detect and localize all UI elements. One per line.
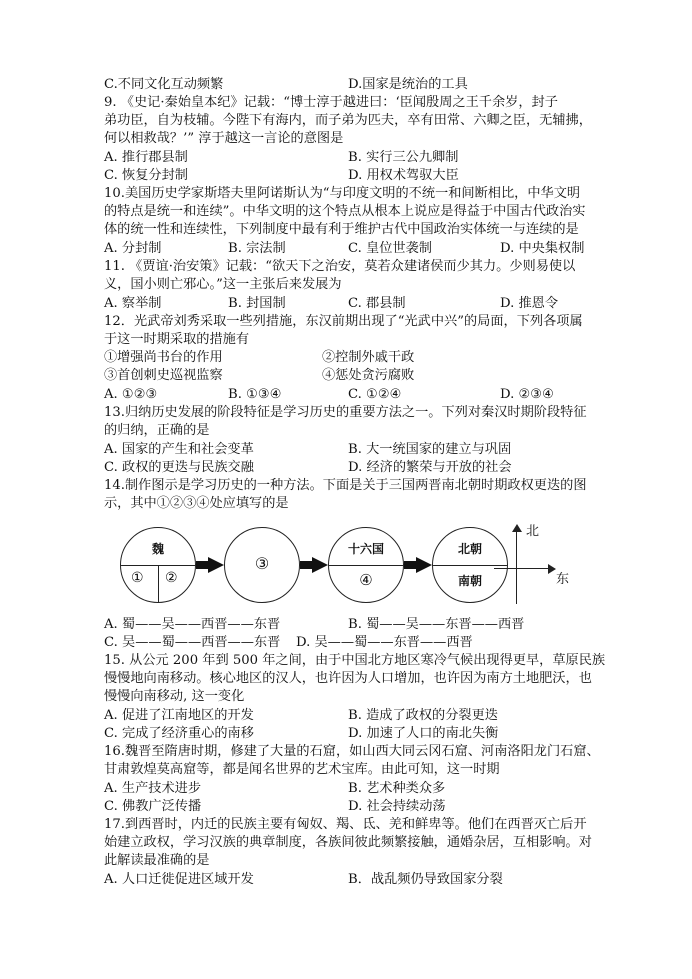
q12-option-d: D. ②③④ bbox=[500, 387, 554, 402]
q13-option-b: B. 大一统国家的建立与巩固 bbox=[348, 442, 512, 457]
q16-option-b: B. 艺术种类众多 bbox=[348, 781, 446, 796]
north-arrow-icon bbox=[512, 524, 522, 532]
q13-option-d: D. 经济的繁荣与开放的社会 bbox=[348, 460, 512, 475]
q11-option-c: C. 郡县制 bbox=[348, 296, 406, 311]
circle-three bbox=[224, 527, 300, 603]
q11-option-d: D. 推恩令 bbox=[500, 296, 559, 311]
q15-option-b: B. 造成了政权的分裂更迭 bbox=[348, 708, 498, 723]
compass-indicator bbox=[494, 524, 570, 604]
circle-wei bbox=[120, 527, 196, 603]
q12-stem-2: 于这一时期采取的措施有 bbox=[104, 332, 250, 347]
circle-wei-slot-1: ① bbox=[131, 570, 144, 586]
east-arrow-icon bbox=[548, 564, 556, 574]
arrow-1-head bbox=[208, 557, 224, 573]
q15-stem-3: 慢慢向南移动, 这一变化 bbox=[104, 689, 245, 704]
q9-stem-3: 何以相救哉？’” 淳于越这一言论的意图是 bbox=[104, 131, 344, 146]
q12-option-b: B. ①③④ bbox=[228, 387, 282, 402]
q16-stem-2: 甘肃敦煌莫高窟等，都是闻名世界的艺术宝库。由此可知，这一时期 bbox=[104, 762, 500, 777]
q12-stem-1: 12．光武帝刘秀采取一些列措施，东汉前期出现了“光武中兴”的局面，下列各项属 bbox=[104, 314, 583, 329]
circle-north-dynasty-label: 北朝 bbox=[457, 542, 482, 556]
circle-sixteen-kingdoms bbox=[328, 527, 404, 603]
q11-stem-2: 义，国小则亡邪心。”这一主张后来发展为 bbox=[104, 277, 342, 292]
q17-option-a: A. 人口迁徙促进区域开发 bbox=[104, 872, 254, 887]
q14-option-a: A. 蜀——吴——西晋——东晋 bbox=[104, 617, 281, 632]
q9-option-a: A. 推行郡县制 bbox=[104, 150, 188, 165]
circle-wei-top-label: 魏 bbox=[151, 542, 164, 556]
q14-option-c: C. 吴——蜀——西晋——东晋 bbox=[104, 635, 281, 650]
q13-stem-2: 的归纳，正确的是 bbox=[104, 423, 210, 438]
q16-stem-1: 16.魏晋至隋唐时期，修建了大量的石窟，如山西大同云冈石窟、河南洛阳龙门石窟、 bbox=[104, 744, 600, 759]
q17-stem-3: 此解读最准确的是 bbox=[104, 853, 210, 868]
q15-option-d: D. 加速了人口的南北失衡 bbox=[348, 726, 499, 741]
q10-stem-2: 的特点是统一和连续”。中华文明的这个特点从根本上说应是得益于中国古代政治实 bbox=[104, 204, 586, 219]
q17-option-b: B．战乱频仍导致国家分裂 bbox=[348, 872, 503, 887]
q10-stem-1: 10.美国历史学家斯塔夫里阿诺斯认为“与印度文明的不统一和间断相比，中华文明 bbox=[104, 186, 581, 201]
q14-stem-2: 示，其中①②③④处应填写的是 bbox=[104, 496, 289, 511]
q9-stem-1: 9. 《史记·秦始皇本纪》记载：“博士淳于越进曰：‘臣闻殷周之王千余岁，封子 bbox=[104, 95, 558, 110]
q10-option-a: A. 分封制 bbox=[104, 241, 162, 256]
q14-option-d: D. 吴——蜀——东晋——西晋 bbox=[296, 635, 473, 650]
q12-option-c: C. ①②④ bbox=[348, 387, 402, 402]
circle-wei-slot-2: ② bbox=[165, 570, 178, 586]
q14-stem-1: 14.制作图示是学习历史的一种方法。下面是关于三国两晋南北朝时期政权更迭的图 bbox=[104, 478, 587, 493]
q15-option-c: C. 完成了经济重心的南移 bbox=[104, 726, 254, 741]
q10-option-b: B. 宗法制 bbox=[228, 241, 286, 256]
q12-item-3: ③首创刺史巡视监察 bbox=[104, 368, 223, 383]
q16-option-c: C. 佛教广泛传播 bbox=[104, 799, 202, 814]
q9-option-d: D. 用权术驾驭大臣 bbox=[348, 168, 459, 183]
circle-slot-4: ④ bbox=[359, 571, 373, 589]
q13-stem-1: 13.归纳历史发展的阶段特征是学习历史的重要方法之一。下列对秦汉时期阶段特征 bbox=[104, 405, 587, 420]
circle-slot-3: ③ bbox=[254, 554, 270, 573]
q11-option-b: B. 封国制 bbox=[228, 296, 286, 311]
q16-option-a: A. 生产技术进步 bbox=[104, 781, 202, 796]
q11-option-a: A. 察举制 bbox=[104, 296, 162, 311]
circle-sixteen-top-label: 十六国 bbox=[347, 542, 384, 556]
q15-stem-2: 慢慢地向南移动。核心地区的汉人，也许因为人口增加，也许因为南方土地肥沃，也 bbox=[104, 671, 592, 686]
q13-option-c: C. 政权的更迭与民族交融 bbox=[104, 460, 254, 475]
q9-option-c: C. 恢复分封制 bbox=[104, 168, 188, 183]
q17-stem-1: 17.到西晋时，内迁的民族主要有匈奴、羯、氐、羌和鲜卑等。他们在西晋灭亡后开 bbox=[104, 817, 587, 832]
arrow-3-head bbox=[416, 557, 432, 573]
q13-option-a: A. 国家的产生和社会变革 bbox=[104, 442, 254, 457]
q10-stem-3: 体的统一性和连续性，下列制度中最有利于维护古代中国政治实体统一与连续的是 bbox=[104, 222, 579, 237]
q16-option-d: D. 社会持续动荡 bbox=[348, 799, 446, 814]
q14-option-b: B. 蜀——吴——东晋——西晋 bbox=[348, 617, 525, 632]
q15-stem-1: 15. 从公元 200 年到 500 年之间，由于中国北方地区寒冷气候出现得更早，草原民族 bbox=[104, 653, 606, 668]
compass-east-label: 东 bbox=[556, 572, 570, 587]
circle-south-dynasty-label: 南朝 bbox=[457, 574, 482, 588]
q12-item-1: ①增强尚书台的作用 bbox=[104, 350, 223, 365]
q9-stem-2: 弟功臣，自为枝辅。今陛下有海内，而子弟为匹夫，卒有田常、六卿之臣，无辅拂， bbox=[104, 113, 592, 128]
prev-option-d: D.国家是统治的工具 bbox=[348, 77, 468, 92]
q15-option-a: A. 促进了江南地区的开发 bbox=[104, 708, 254, 723]
q10-option-d: D. 中央集权制 bbox=[500, 241, 585, 256]
arrow-2-head bbox=[312, 557, 328, 573]
q10-option-c: C. 皇位世袭制 bbox=[348, 241, 432, 256]
q11-stem-1: 11. 《贾谊·治安策》记载：“欲天下之治安，莫若众建诸侯而少其力。少则易使以 bbox=[104, 259, 576, 274]
q12-item-2: ②控制外戚干政 bbox=[322, 350, 415, 365]
q9-option-b: B. 实行三公九卿制 bbox=[348, 150, 459, 165]
compass-north-label: 北 bbox=[526, 524, 540, 539]
prev-option-c: C.不同文化互动频繁 bbox=[104, 77, 224, 92]
q12-option-a: A. ①②③ bbox=[104, 387, 158, 402]
q17-stem-2: 始建立政权，学习汉族的典章制度，各族间彼此频繁接触，通婚杂居，互相影响。对 bbox=[104, 835, 592, 850]
q12-item-4: ④惩处贪污腐败 bbox=[322, 368, 415, 383]
